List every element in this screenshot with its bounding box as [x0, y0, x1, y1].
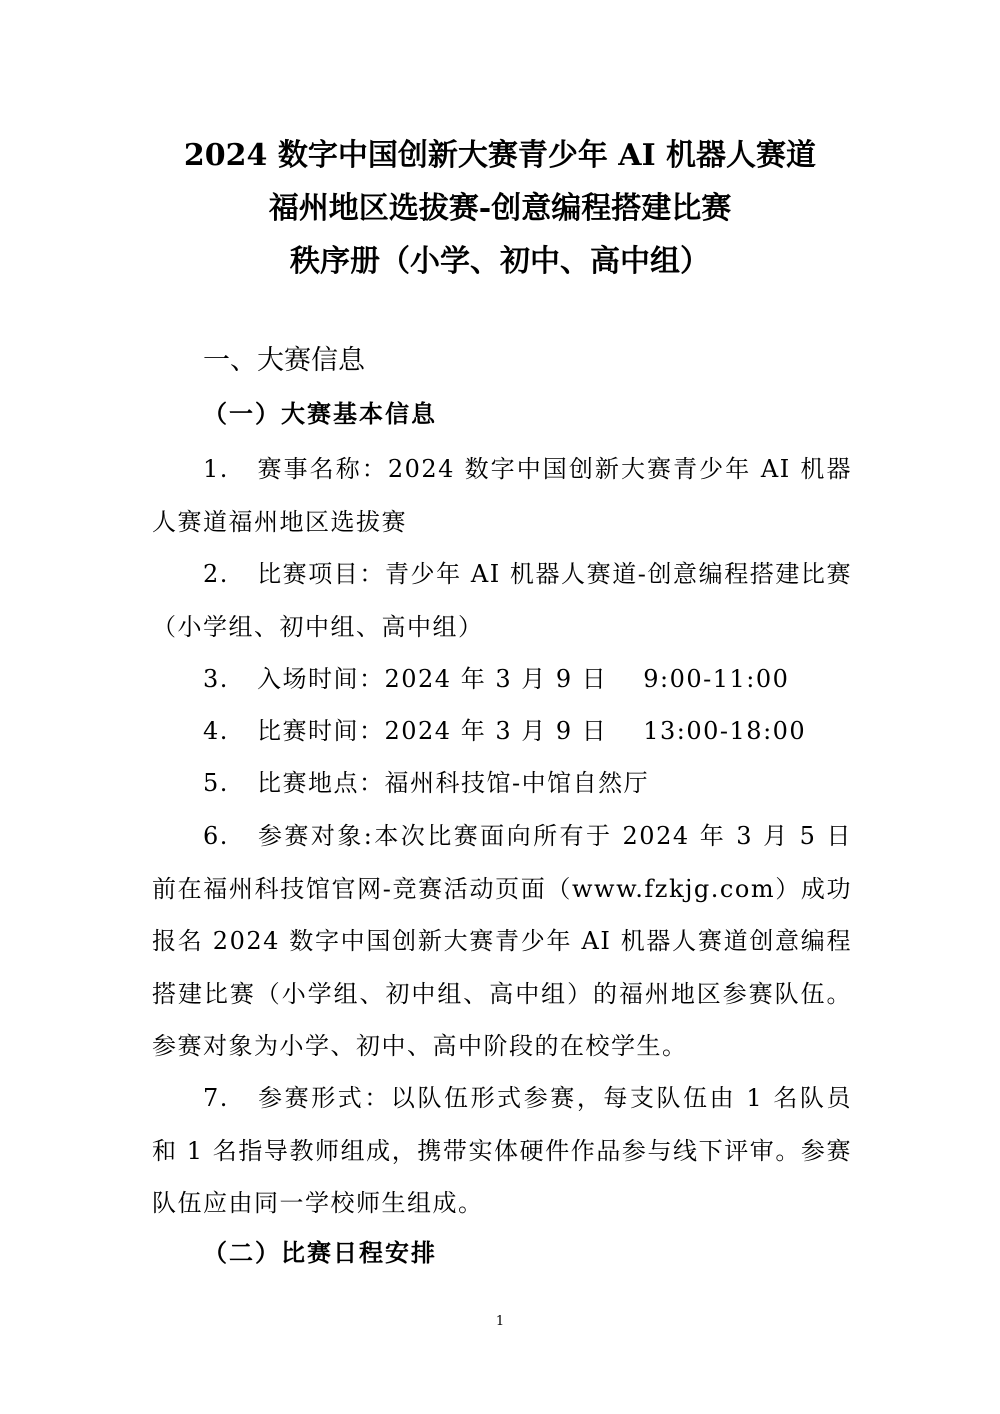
item-text: 参赛形式：以队伍形式参赛，每支队伍由 1 名队员和 1 名指导教师组成，携带实体硬件作品参与线下评审。参赛队伍应由同一学校师生组成。 — [152, 1084, 852, 1217]
subsection-heading-schedule: （二）比赛日程安排 — [203, 1238, 437, 1267]
info-item-project — [152, 548, 852, 653]
info-item-competition-time — [152, 705, 852, 758]
item-text: 比赛地点：福州科技馆-中馆自然厅 — [257, 769, 650, 797]
document-title-line-2: 福州地区选拔赛-创意编程搭建比赛 — [268, 191, 732, 226]
info-item-event-name — [152, 443, 852, 548]
info-item-participants — [152, 810, 852, 1073]
item-time: 13:00-18:00 — [643, 717, 807, 745]
page-number: 1 — [495, 1314, 505, 1329]
item-text: 入场时间：2024 年 3 月 9 日 — [257, 665, 608, 693]
document-title-line-1: 2024 数字中国创新大赛青少年 AI 机器人赛道 — [183, 138, 817, 173]
section-heading-competition-info: 一、大赛信息 — [203, 345, 365, 376]
item-text: 比赛时间：2024 年 3 月 9 日 — [257, 717, 608, 745]
info-item-format — [152, 1072, 852, 1230]
item-text: 赛事名称：2024 数字中国创新大赛青少年 AI 机器人赛道福州地区选拔赛 — [152, 455, 852, 536]
item-number: 7. — [203, 1084, 229, 1112]
subsection-heading-basic-info: （一）大赛基本信息 — [203, 399, 437, 428]
item-number: 6. — [203, 822, 229, 850]
item-number: 5. — [203, 769, 229, 797]
info-item-venue — [152, 757, 852, 810]
item-text: 参赛对象:本次比赛面向所有于 2024 年 3 月 5 日前在福州科技馆官网-竞赛活动页面（www.fzkjg.com）成功报名 2024 数字中国创新大赛青少年 AI 机器人赛道创意编程搭建比赛（小学组、初中组、高中组）的福州地区参赛队伍。参赛对象为小学、初中、高中阶段的在校学生。 — [152, 822, 852, 1060]
item-number: 3. — [203, 665, 229, 693]
item-number: 4. — [203, 717, 229, 745]
item-number: 2. — [203, 560, 229, 588]
item-text: 比赛项目：青少年 AI 机器人赛道-创意编程搭建比赛（小学组、初中组、高中组） — [152, 560, 852, 641]
document-title-line-3: 秩序册（小学、初中、高中组） — [290, 244, 710, 279]
item-time: 9:00-11:00 — [643, 665, 790, 693]
item-number: 1. — [203, 455, 229, 483]
info-item-entry-time — [152, 653, 852, 706]
